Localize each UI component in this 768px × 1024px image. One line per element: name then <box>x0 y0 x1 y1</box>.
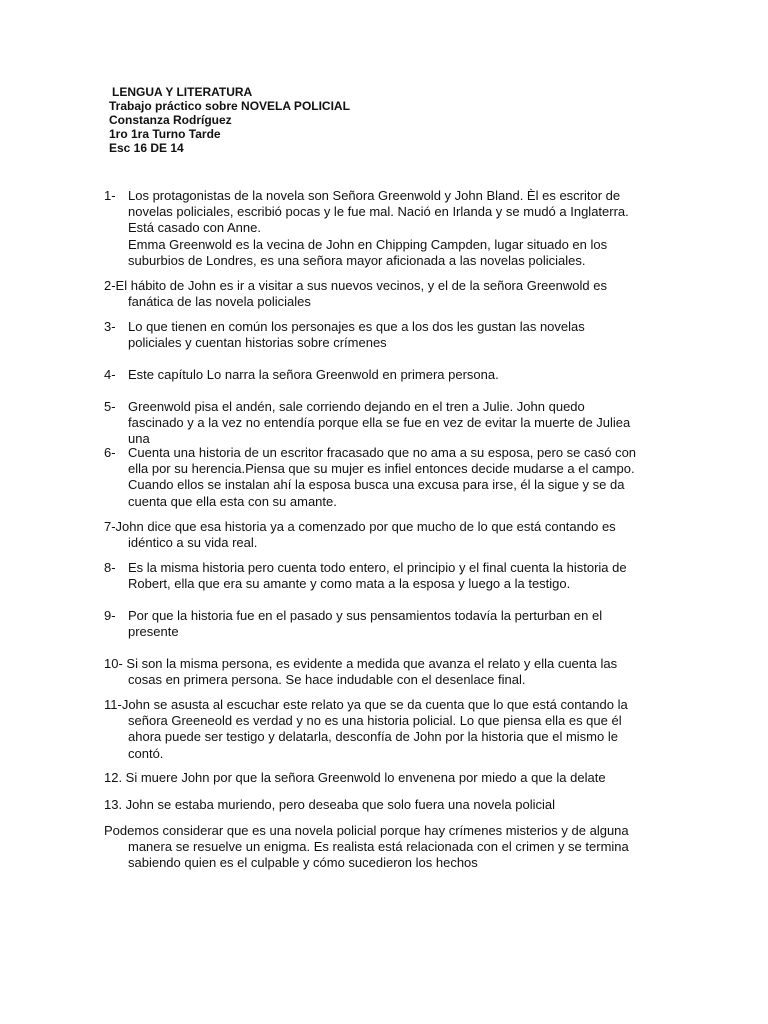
answer-line: Es la misma historia pero cuenta todo entero, el principio y el final cuenta la historia de <box>128 560 627 575</box>
answer-number: 1- <box>104 188 116 203</box>
answer-line: cosas en primera persona. Se hace indudable con el desenlace final. <box>128 672 526 688</box>
answer-line: fanática de las novela policiales <box>128 294 311 310</box>
answer-line: una <box>128 431 150 447</box>
answer-line: suburbios de Londres, es una señora mayor aficionada a las novelas policiales. <box>128 252 586 268</box>
answer-line: contó. <box>128 745 164 761</box>
answer-number: 4- <box>104 367 116 382</box>
answer-line: 11-John se asusta al escuchar este relato ya que se da cuenta que lo que está contando la <box>104 697 628 712</box>
answer-8 <box>104 560 664 592</box>
answer-line: Este capítulo Lo narra la señora Greenwold en primera persona. <box>128 367 499 382</box>
answer-line: 7-John dice que esa historia ya a comenzado por que mucho de lo que está contando es <box>104 519 616 534</box>
answer-9 <box>104 608 664 640</box>
answer-line: fascinado y a la vez no entendía porque ella se fue en vez de evitar la muerte de Juliea <box>128 415 631 431</box>
answer-line: Emma Greenwold es la vecina de John en Chipping Campden, lugar situado en los <box>128 236 608 252</box>
answer-line: Cuando ellos se instalan ahí la esposa busca una excusa para irse, él la sigue y se da <box>128 477 625 493</box>
course-title: LENGUA Y LITERATURA <box>112 85 253 99</box>
answer-5 <box>104 399 664 448</box>
answer-1 <box>104 188 664 269</box>
answer-line: ahora puede ser testigo y delatarla, desconfía de John por la historia que el mismo le <box>128 729 618 745</box>
answer-number: 3- <box>104 319 116 334</box>
answer-line: novelas policiales, escribió pocas y le fue mal. Nació en Irlanda y se mudó a Inglaterra. <box>128 204 629 220</box>
answer-6 <box>104 445 664 510</box>
answer-line: presente <box>128 624 179 640</box>
answer-4 <box>104 367 664 383</box>
answer-line: Greenwold pisa el andén, sale corriendo dejando en el tren a Julie. John quedo <box>128 399 585 414</box>
class-group: 1ro 1ra Turno Tarde <box>109 127 221 141</box>
answer-line: Robert, ella que era su amante y como mata a la esposa y luego a la testigo. <box>128 576 571 592</box>
answer-13 <box>104 797 664 813</box>
answer-line: señora Greeneold es verdad y no es una historia policial. Lo que piensa ella es que él <box>128 713 622 729</box>
school-name: Esc 16 DE 14 <box>109 141 184 155</box>
answer-12 <box>104 770 664 786</box>
answer-line: 10- Si son la misma persona, es evidente a medida que avanza el relato y ella cuenta las <box>104 656 618 671</box>
answer-number: 8- <box>104 560 116 575</box>
document-header <box>109 85 350 155</box>
conclusion-line: Podemos considerar que es una novela policial porque hay crímenes misterios y de alguna <box>104 823 629 838</box>
answer-line: 13. John se estaba muriendo, pero deseaba que solo fuera una novela policial <box>104 797 555 812</box>
conclusion-paragraph <box>104 823 664 872</box>
answer-11 <box>104 697 664 762</box>
answer-line: 12. Si muere John por que la señora Greenwold lo envenena por miedo a que la delate <box>104 770 606 785</box>
answer-number: 9- <box>104 608 116 623</box>
answer-line: cuenta que ella esta con su amante. <box>128 493 337 509</box>
answer-line: Está casado con Anne. <box>128 220 261 236</box>
answer-2 <box>104 278 664 310</box>
answer-line: policiales y cuentan historias sobre crímenes <box>128 335 387 351</box>
answer-line: ella por su herencia.Piensa que su mujer es infiel entonces decide mudarse a el campo. <box>128 461 635 477</box>
answer-number: 6- <box>104 445 116 460</box>
answer-line: Lo que tienen en común los personajes es que a los dos les gustan las novelas <box>128 319 585 334</box>
answer-3 <box>104 319 664 351</box>
student-name: Constanza Rodríguez <box>109 113 232 127</box>
answer-number: 5- <box>104 399 116 414</box>
answer-line: 2-El hábito de John es ir a visitar a sus nuevos vecinos, y el de la señora Greenwold es <box>104 278 607 293</box>
answer-10 <box>104 656 664 688</box>
assignment-title: Trabajo práctico sobre NOVELA POLICIAL <box>109 99 350 113</box>
answer-7 <box>104 519 664 551</box>
answer-line: idéntico a su vida real. <box>128 535 258 551</box>
answer-line: Cuenta una historia de un escritor fracasado que no ama a su esposa, pero se casó con <box>128 445 637 460</box>
answer-line: Los protagonistas de la novela son Señora Greenwold y John Bland. Èl es escritor de <box>128 188 621 203</box>
conclusion-line: manera se resuelve un enigma. Es realista está relacionada con el crimen y se termina <box>128 839 629 855</box>
conclusion-line: sabiendo quien es el culpable y cómo sucedieron los hechos <box>128 855 478 871</box>
answer-line: Por que la historia fue en el pasado y sus pensamientos todavía la perturban en el <box>128 608 603 623</box>
